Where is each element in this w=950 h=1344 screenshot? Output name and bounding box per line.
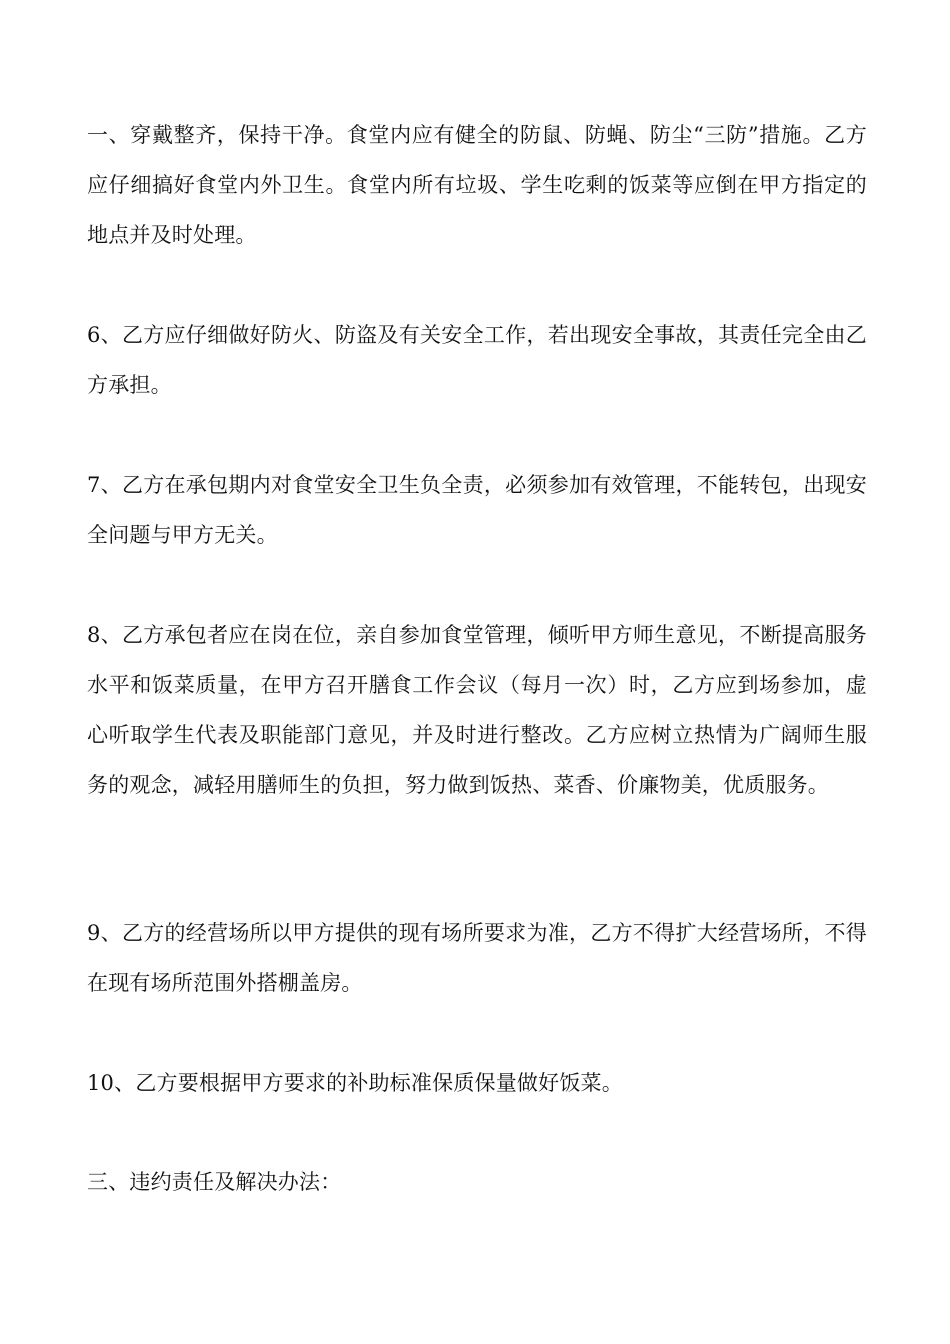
paragraph-item-8: 8、乙方承包者应在岗在位，亲自参加食堂管理，倾听甲方师生意见，不断提高服务水平和饭菜质量，在甲方召开膳食工作会议（每月一次）时，乙方应到场参加，虚心听取学生代表及职能部门意见，并及时进行整改。乙方应树立热情为广阔师生服务的观念，减轻用膳师生的负担，努力做到饭热、菜香、价廉物美，优质服务。 xyxy=(87,623,867,797)
paragraph-hygiene-measures: 一、穿戴整齐，保持干净。食堂内应有健全的防鼠、防蝇、防尘“三防”措施。乙方应仔细搞好食堂内外卫生。食堂内所有垃圾、学生吃剩的饭菜等应倒在甲方指定的地点并及时处理。 xyxy=(87,123,867,247)
paragraph-item-7: 7、乙方在承包期内对食堂安全卫生负全责，必须参加有效管理，不能转包，出现安全问题与甲方无关。 xyxy=(87,473,867,547)
section-heading-breach-liability: 三、违约责任及解决办法： xyxy=(87,1170,342,1194)
paragraph-item-9: 9、乙方的经营场所以甲方提供的现有场所要求为准，乙方不得扩大经营场所，不得在现有场所范围外搭棚盖房。 xyxy=(87,921,867,995)
paragraph-item-10: 10、乙方要根据甲方要求的补助标准保质保量做好饭菜。 xyxy=(87,1071,623,1095)
paragraph-item-6: 6、乙方应仔细做好防火、防盗及有关安全工作，若出现安全事故，其责任完全由乙方承担。 xyxy=(87,323,867,397)
